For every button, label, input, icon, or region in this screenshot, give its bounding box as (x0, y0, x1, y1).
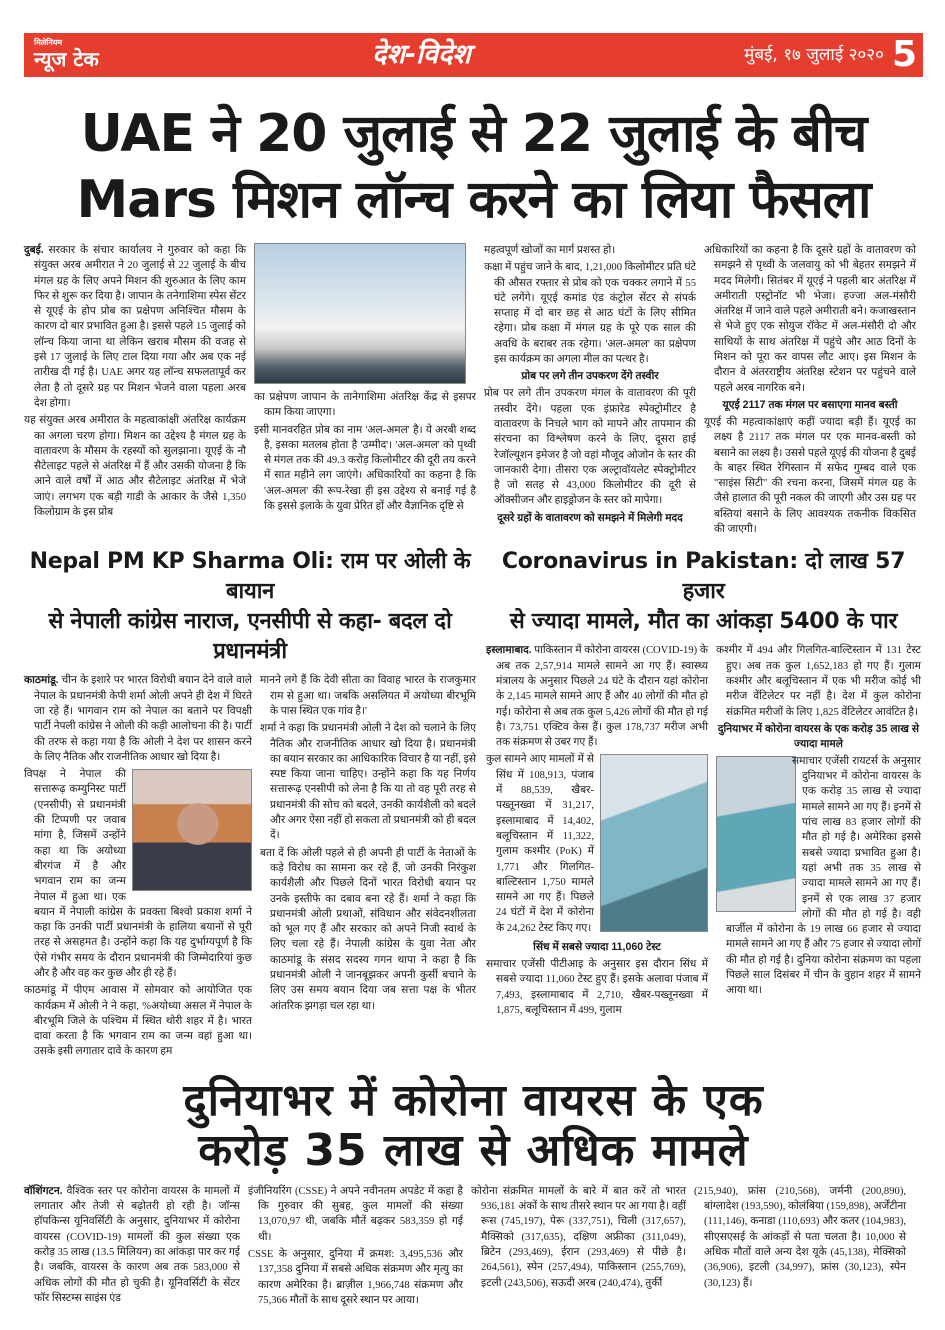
paragraph: महत्वपूर्ण खोजों का मार्ग प्रशस्त हो। (484, 245, 616, 256)
world-article (24, 1184, 923, 1310)
paragraph: शर्मा ने कहा कि प्रधानमंत्री ओली ने देश को चलाने के लिए नैतिक और राजनीतिक आधार खो दिया है। प्रधानमंत्री का बयान सरकार का आधिकारिक विचार है या नहीं, इसे स्पष्ट किया जाना चाहिए। उन्होंने कहा कि यह निर्णय सत्तारूढ़ एनसीपी को लेना है कि या तो वह पूरी तरह से प्रधानमंत्री की सोच को बदले, उनकी कार्यशैली को बदले और अगर ऐसा नहीं हो सकता तो प्रधानमंत्री को ही बदल दें। (260, 723, 476, 842)
issue-info (744, 35, 917, 75)
headline-nepal-line1: Nepal PM KP Sharma Oli: राम पर ओली के बायान (29, 549, 471, 605)
paragraph-text: पाकिस्तान में कोरोना वायरस (COVID-19) के अब तक 2,57,914 मामले सामने आ गए हैं। स्वास्थ्य मंत्रालय के अनुसार पिछले 24 घंटे के दौरान यहां कोरोना के 2,145 मामले सामने आए हैं और 40 लोगों की मौत हो गई। कोरोना से अब तक कुल 5,426 लोगों की मौत हो गई है। 73,751 एक्टिव केस हैं। कुल 178,737 मरीज अभी तक संक्रमण से उबर गए हैं। (496, 645, 708, 749)
world-column-4 (694, 1184, 906, 1293)
dateline: वॉशिंगटन. (24, 1185, 63, 1197)
masthead (24, 33, 923, 77)
paragraph: कुल सामने आए मामलों में से सिंध में 108,913, पंजाब में 88,539, खैबर-पख्तूनख्वा में 31,217, इस्लामाबाद में 14,402, बलूचिस्तान में 11,322, गुलाम कश्मीर (PoK) में 1,771 और गिलगित-बाल्टिस्तान 1,750 मामले सामने आ गए हैं। पिछले 24 घंटों में देश में कोरोना के 24,262 टेस्ट किए गए। (486, 754, 594, 934)
subheading: यूएई 2117 तक मंगल पर बसाएगा मानव बस्ती (722, 398, 898, 411)
headline-pakistan-line1: Coronavirus in Pakistan: दो लाख 57 हजार (501, 549, 906, 605)
paragraph: यूएई की महत्वाकांक्षाएं कहीं ज्यादा बड़ी हैं। यूएई का लक्ष्य है 2117 तक मंगल पर एक मानव-बस्ती को बसाने का लक्ष्य है। उससे पहले यूएई की योजना है दुबई के बाहर स्थित रेगिस्तान में सफेद गुम्बद वाले एक "साइंस सिटी" की रचना करना, जिसमें मंगल ग्रह के जैसे हालात की पूरी नकल की जाएगी और उस ग्रह पर बस्तियां बसाने के लिए आवश्यक तकनीक विकसित की जाएगी। (704, 416, 916, 536)
paragraph: प्रोब पर लगे तीन उपकरण मंगल के वातावरण की पूरी तस्वीर देंगे। पहला एक इंफ्रारेड स्पेक्ट्रोमीटर है वातावरण के निचले भाग को मापने और तापमान की संरचना का विश्लेषण करने के लिए, दूसरा हाई रेजॉल्यूशन इमेजर है जो वहां मौजूद ओजोन के स्तर की जानकारी देगा। तीसरा एक अल्ट्रावॉयलेट स्पेक्ट्रोमीटर है जो सतह से 43,000 किलोमीटर की दूरी से ऑक्सीजन और हाइड्रोजन के स्तर को मापेगा। (484, 388, 696, 507)
pakistan-column-1 (486, 643, 708, 1020)
uae-column-2 (254, 243, 476, 516)
paragraph: समाचार एजेंसी रायटर्स के अनुसार दुनियाभर में कोरोना वायरस के एक करोड़ 35 लाख से ज्यादा मामले सामने आ गए हैं। इनमें से पांच लाख 83 हजार लोगों की मौत हो गई है। अमेरिका इससे सबसे ज्यादा प्रभावित हुआ है। यहां अभी तक 35 लाख से ज्यादा मामले सामने आ गए हैं। इनमें से एक लाख 37 हजार लोगों की मौत हो गई है। वही बार्जील में कोरोना के 19 लाख 66 हजार से ज्यादा मामले सामने आ गए हैं और 75 हजार से ज्यादा लोगों की मौत हो गई है। दुनिया कोरोना संक्रमण का पहला पिछले साल दिसंबर में चीन के वुहान शहर में सामने आया था। (726, 755, 921, 997)
world-column-2 (248, 1184, 463, 1310)
headline-uae-line2: Mars मिशन लॉन्च करने का लिया फैसला (76, 170, 871, 230)
paragraph: बता दें कि ओली पहले से ही अपनी ही पार्टी के नेताओं के कड़े विरोध का सामना कर रहे हैं, जो उनकी निरंकुश कार्यशैली और पिछले दिनों भारत विरोधी बयान पर उनके इस्तीफे का दबाव बना रहे हैं। शर्मा ने कहा कि प्रधानमंत्री ओली प्रथाओं, संविधान और संवेदनशीलता को भूल गए हैं और सरकार को अपने निजी स्वार्थ के लिए चला रहे हैं। नेपाली कांग्रेस के युवा नेता और काठमांडू के संसद सदस्य गगन थापा ने कहा है कि प्रधानमंत्री ओली ने जानबूझकर अपनी कुर्सी बचाने के लिए उस समय बयान दिया जब सत्ता पक्ष के भीतर आंतरिक झगड़ा चल रहा था। (260, 847, 476, 1012)
headline-uae (24, 101, 923, 233)
subheading: दूसरे ग्रहों के वातावरण को समझने में मिलेगी मदद (497, 511, 683, 524)
subheading: दुनियाभर में कोरोना वायरस के एक करोड़ 35 लाख से ज्यादा मामले (717, 722, 920, 750)
headline-world (24, 1076, 923, 1176)
subheading: सिंध में सबसे ज्यादा 11,060 टेस्ट (533, 940, 661, 953)
uae-column-3 (484, 243, 696, 528)
world-column-3 (471, 1184, 686, 1293)
dateline: काठमांडू. (24, 675, 59, 687)
nepal-article (24, 547, 476, 1061)
headline-nepal-line2: से नेपाली कांग्रेस नाराज, एनसीपी से कहा- बदल दो प्रधानमंत्री (48, 609, 452, 665)
paragraph: अधिकारियों का कहना है कि दूसरे ग्रहों के वातावरण को समझने से पृथ्वी के जलवायु को भी बेहतर समझने में मदद मिलेगी। सितंबर में यूएई ने पहली बार अंतरिक्ष में अमीराती एस्ट्रोनॉट भी भेजा। हज्जा अल-मंसौरी अंतरिक्ष में जाने वाले पहले अमीराती बने। कजाखस्तान से भेजे हुए एक सोयुज रॉकेट में अल-मंसौरी दो और साथियों के साथ अंतरिक्ष में पहुंचे और आठ दिनों के मिशन को पूरा कर वापस लौट आए। इस मिशन के दौरान वे अंतरराष्ट्रीय अंतरिक्ष स्टेशन पर पहुंचने वाले पहले अरब नागरिक बने। (704, 245, 916, 394)
issue-date: मुंबई, १७ जुलाई २०२० (744, 45, 884, 65)
paragraph: काठमांडू में पीएम आवास में सोमवार को आयोजित एक कार्यक्रम में ओली ने ने कहा, %अयोध्या असल में नेपाल के बीरभूमि जिले के पश्चिम में स्थित थोरी शहर में है। भारत दावा करता है कि भगवान राम का जन्म वहां हुआ था। उसके इसी लगातार दावे के कारण हम (24, 985, 252, 1058)
rocket-launch-photo (254, 243, 466, 384)
headline-uae-line1: UAE ने 20 जुलाई से 22 जुलाई के बीच (80, 104, 867, 164)
subheading: प्रोब पर लगे तीन उपकरण देंगे तस्वीर (521, 370, 659, 383)
paragraph: CSSE के अनुसार, दुनिया में क्रमश: 3,495,536 और 137,358 दुनिया में सबसे अधिक संक्रमण और मृत्यु का कारण अमेरिका है। ब्राज़ील 1,966,748 संक्रमण और 75,366 मौतों के साथ दूसरे स्थान पर आया। (248, 1248, 463, 1306)
nepal-column-1 (24, 673, 252, 1061)
headline-nepal (24, 547, 476, 667)
headline-world-line1: दुनियाभर में कोरोना वायरस के एक (183, 1074, 764, 1126)
pakistan-columns (486, 643, 921, 1020)
dateline: दुबई. (24, 245, 44, 256)
covid-ward-photo-1 (600, 754, 708, 932)
paragraph-text: वैश्विक स्तर पर कोरोना वायरस के मामलों में लगातार और तेजी से बढ़ोतरी हो रही है। जॉन्स हॉपकिन्स यूनिवर्सिटी के अनुसार, दुनियाभर में कोरोना वायरस (COVID-19) मामलों की कुल संख्या एक करोड़ 35 लाख (13.5 मिलियन) का आंकड़ा पार कर गई है। जबकि, वायरस के कारण अब तक 583,000 से अधिक लोगों की मौत हो चुकी है। यूनिवर्सिटी के सेंटर फॉर सिस्टम्स साइंस एंड (34, 1185, 240, 1304)
pakistan-article (486, 547, 921, 1020)
paragraph: इसी मानवरहित प्रोब का नाम 'अल-अमल' है। ये अरबी शब्द है, इसका मतलब होता है 'उम्मीद'। 'अल-अमल' को पृथ्वी से मंगल तक की 49.3 करोड़ किलोमीटर की दूरी तय करने में सात महीने लग जाएंगे। अधिकारियों का कहना है कि 'अल-अमल' की रूप-रेखा ही इस उद्देश्य से बनाई गई है कि इससे इलाके के युवा प्रेरित हों और वैज्ञानिक दृष्टि से (254, 424, 476, 513)
uae-article (24, 243, 923, 539)
headline-pakistan-line2: से ज्यादा मामले, मौत का आंकड़ा 5400 के पार (509, 609, 898, 635)
paragraph: समाचार एजेंसी पीटीआइ के अनुसार इस दौरान सिंध में सबसे ज्यादा 11,060 टेस्ट हुए हैं। इसके अलावा पंजाब में 7,493, इस्लामाबाद में 2,710, खैबर-पख्तूनख्वा में 1,875, बलूचिस्तान में 499, गुलाम (486, 958, 708, 1016)
brand-name: न्यूज टेक (34, 47, 99, 72)
brand-block (34, 39, 99, 72)
nepal-columns (24, 673, 476, 1061)
paragraph (24, 1184, 240, 1306)
paragraph: कक्षा में पहुंच जाने के बाद, 1,21,000 किलोमीटर प्रति घंटे की औसत रफ्तार से प्रोब को एक चक्कर लगाने में 55 घंटे लगेंगे। यूएई कमांड एंड कंट्रोल सेंटर से संपर्क सप्ताह में दो बार छह से आठ घंटों के लिए सीमित रहेगा। प्रोब कक्षा में मंगल ग्रह के पूरे एक साल की अवधि के बराबर तक रहेगा। 'अल-अमल' का प्रक्षेपण इस कार्यक्रम का अगला मील का पत्थर है। (484, 262, 696, 366)
paragraph: मानने लगे हैं कि देवी सीता का विवाह भारत के राजकुमार राम से हुआ था। जबकि असलियत में अयोध्या बीरभूमि के पास स्थित एक गांव है।' (260, 675, 476, 717)
paragraph (24, 243, 246, 411)
page-number: 5 (891, 34, 917, 75)
paragraph: का प्रक्षेपण जापान के तानेगाशिमा अंतरिक्ष केंद्र से इसपर काम किया जाएगा। (254, 392, 476, 419)
paragraph (486, 643, 708, 750)
dateline: इस्लामाबाद. (486, 645, 532, 657)
middle-section (24, 547, 923, 1061)
paragraph: कोरोना संक्रमित मामलों के बारे में बात करें तो भारत 936,181 अंकों के साथ तीसरे स्थान पर आ गया है। वहीं रूस (745,197), पेरू (337,751), चिली (317,657), मैक्सिको (317,635), दक्षिण अफ्रीका (311,049), ब्रिटेन (293,469), ईरान (293,469) से पीछे है। 264,561), स्पेन (257,494), पाकिस्तान (255,769), इटली (243,506), सऊदी अरब (240,474), तुर्की (471, 1185, 686, 1289)
kp-sharma-oli-photo (132, 769, 252, 891)
paragraph: यह संयुक्त अरब अमीरात के महत्वाकांक्षी अंतरिक्ष कार्यक्रम का अगला चरण होगा। मिशन का उद्देश्य है मंगल ग्रह के वातावरण के मौसम के रहस्यों को सुलझाना। यूएई के नौ सैटेलाइट पहले से अंतरिक्ष में हैं और उसकी योजना है कि आने वाले वर्षों में आठ और सैटेलाइट अंतरिक्ष में भेजे जाएं। लगभग एक बड़ी गाडी के आकार के जैसे 1,350 किलोग्राम के इस प्रोब (24, 415, 246, 519)
brand-tagline: मिलेनियम (34, 37, 63, 47)
world-column-1 (24, 1184, 240, 1308)
headline-pakistan (486, 547, 921, 637)
paragraph (24, 673, 252, 765)
paragraph: इंजीनियरिंग (CSSE) ने अपने नवीनतम अपडेट में कहा है कि गुरुवार की सुबह, कुल मामलों की संख्या 13,070,97 थी, जबकि मौतें बढ़कर 583,359 हो गई थी। (248, 1185, 463, 1243)
pakistan-column-2 (716, 643, 921, 1000)
paragraph: विपक्ष ने नेपाल की सत्तारूढ़ कम्युनिस्ट पार्टी (एनसीपी) से प्रधानमंत्री की टिप्पणी पर जवाब मांगा है, जिसमें उन्होंने कहा था कि अयोध्या बीरगंज में है और भगवान राम का जन्म नेपाल में हुआ था। एक बयान में नेपाली कांग्रेस के प्रवक्ता बिश्वो प्रकाश शर्मा ने कहा कि उनकी पार्टी प्रधानमंत्री के हालिया बयानों से पूरी तरह से असहमत है। उन्होंने कहा कि यह दुर्भाग्यपूर्ण है कि ऐसे गंभीर समय के दौरान प्रधानमंत्री की जिम्मेदारियां कुछ और है और वह कर कुछ और ही रहे हैं। (24, 769, 252, 979)
uae-column-4 (704, 243, 916, 539)
paragraph: (215,940), फ्रांस (210,568), जर्मनी (200,890), बांग्लादेश (193,590), कोलंबिया (159,898), अर्जेंटीना (111,146), कनाडा (110,693) और कतर (104,983), सीएसएसई के आंकड़ों से पता चलता है। 10,000 से अधिक मौतों वाले अन्य देश यूके (45,138), मेक्सिको (36,906), इटली (34,997), फ्रांस (30,123), स्पेन (30,123) हैं। (694, 1185, 906, 1289)
covid-ward-photo-2 (716, 756, 796, 912)
section-title: देश-विदेश (372, 39, 471, 70)
paragraph-text: चीन के इशारे पर भारत विरोधी बयान देने वाले वाले नेपाल के प्रधानमंत्री केपी शर्मा ओली अपने ही देश में घिरते जा रहे हैं। भागवान राम को नेपाल का बताने पर विपक्षी पार्टी नेपली कांग्रेस ने ओली की कड़ी आलोचना की है। पार्टी की तरफ से कहा गया है कि ओली ने देश पर शासन करने के लिए नैतिक और राजनीतिक आधार खो दिया है। (34, 675, 252, 763)
nepal-column-2 (260, 673, 476, 1016)
headline-world-line2: करोड़ 35 लाख से अधिक मामले (198, 1124, 749, 1176)
uae-column-1 (24, 243, 246, 522)
paragraph: कश्मीर में 494 और गिलगित-बाल्टिस्तान में 131 टेस्ट हुए। अब तक कुल 1,652,183 हो गए हैं। गुलाम कश्मीर और बलूचिस्तान में एक भी मरीज कोई भी मरीज वेंटिलेटर पर नहीं है। देश में कुल कोरोना संक्रमित मरीजों के लिए 1,825 वेंटिलेटर आवंटित है। (716, 645, 921, 718)
paragraph-text: सरकार के संचार कार्यालय ने गुरुवार को कहा कि संयुक्त अरब अमीरात ने 20 जुलाई से 22 जुलाई के बीच मंगल ग्रह के लिए अपने मिशन की शुरुआत के लिए काम फिर से शुरू कर दिया है। जापान के तनेगाशिमा स्पेस सेंटर से यूएई के होप प्रोब का प्रक्षेपण अनिश्चित मौसम के कारण दो बार प्रभावित हुआ है। इससे पहले 15 जुलाई को लॉन्च किया जाना था लेकिन खराब मौसम की वजह से इसे 17 जुलाई के लिए टाल दिया गया और अब एक नई तारीख दी गई है। UAE अगर यह लॉन्च सफलतापूर्व कर लेता है तो दूसरे ग्रह पर मिशन भेजने वाला पहला अरब देश होगा। (34, 245, 246, 409)
